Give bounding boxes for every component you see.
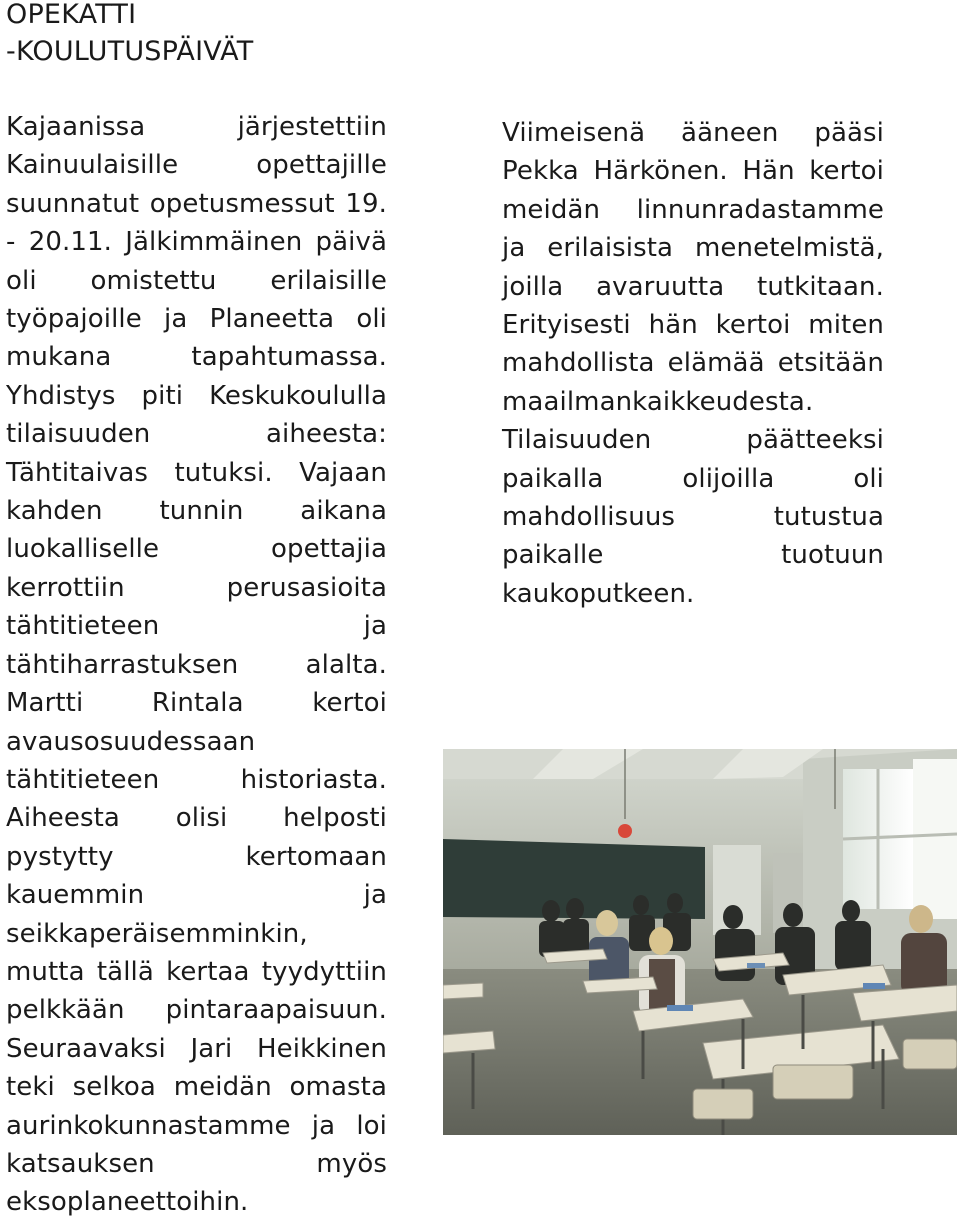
article-paragraph-right: Viimeisenä ääneen pääsi Pekka Härkönen. Hän kertoi meidän linnunradastamme ja erilaisista menetelmistä, joilla avaruutta tutkitaan. Erityisesti hän kertoi miten mahdollista elämää etsitään maailmankaikkeudesta. Tilaisuuden päätteeksi paikalla olijoilla oli mahdollisuus tutustua paikalle tuotuun kaukoputkeen. — [502, 118, 884, 609]
article-right-column — [502, 114, 884, 613]
heading-line-1: OPEKATTI — [6, 0, 137, 30]
article-paragraph-left: Kajaanissa järjestettiin Kainuulaisille opettajille suunnatut opetusmessut 19. - 20.11. Jälkimmäinen päivä oli omistettu erilaisille työpajoille ja Planeetta oli mukana tapahtumassa. Yhdistys piti Keskukoululla tilaisuuden aiheesta: Tähtitaivas tutuksi. Vajaan kahden tunnin aikana luokalliselle opettajia kerrottiin perusasioita tähtitieteen ja tähtiharrastuksen alalta. Martti Rintala kertoi avausosuudessaan tähtitieteen historiasta. Aiheesta olisi helposti pystytty kertomaan kauemmin ja seikkaperäisemminkin, mutta tällä kertaa tyydyttiin pelkkään pintaraapaisuun. Seuraavaksi Jari Heikkinen teki selkoa meidän omasta aurinkokunnastamme ja loi katsauksen myös eksoplaneettoihin. — [6, 112, 387, 1218]
classroom-photo-illustration — [443, 749, 957, 1135]
classroom-photo — [443, 749, 957, 1135]
page-heading — [6, 0, 253, 70]
article-left-column — [6, 108, 387, 1222]
heading-line-2: -KOULUTUSPÄIVÄT — [6, 36, 254, 67]
